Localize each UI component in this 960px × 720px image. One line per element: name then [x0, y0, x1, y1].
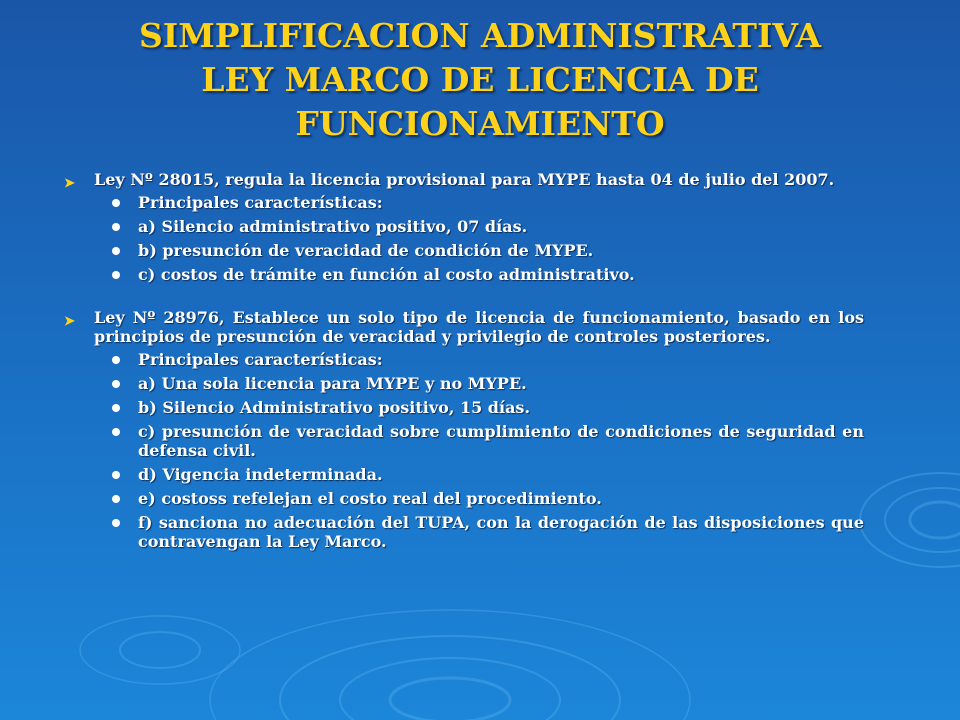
law-28976-point: [64, 308, 864, 346]
dot-bullet-icon: [112, 271, 120, 279]
list-item-text: a) Silencio administrativo positivo, 07 días.: [138, 217, 528, 236]
dot-bullet-icon: [112, 199, 120, 207]
list-item-text: f) sanciona no adecuación del TUPA, con la derogación de las disposiciones que contravengan la Ley Marco.: [138, 513, 864, 551]
dot-bullet-icon: [112, 223, 120, 231]
list-item-text: c) costos de trámite en función al costo administrativo.: [138, 265, 635, 284]
dot-bullet-icon: [112, 471, 120, 479]
dot-bullet-icon: [112, 380, 120, 388]
list-item: [108, 193, 864, 212]
list-item-text: Principales características:: [138, 350, 383, 369]
list-item: [108, 513, 864, 551]
list-item-text: a) Una sola licencia para MYPE y no MYPE.: [138, 374, 527, 393]
arrow-bullet-icon: ➤: [64, 176, 75, 191]
list-item-text: b) Silencio Administrativo positivo, 15 días.: [138, 398, 531, 417]
list-item: [108, 489, 864, 508]
law-28015-point: [64, 170, 864, 189]
list-item-text: Principales características:: [138, 193, 383, 212]
dot-bullet-icon: [112, 356, 120, 364]
list-item: [108, 241, 864, 260]
list-item: [108, 350, 864, 369]
list-item-text: e) costoss refelejan el costo real del procedimiento.: [138, 489, 602, 508]
dot-bullet-icon: [112, 428, 120, 436]
list-item: [108, 465, 864, 484]
dot-bullet-icon: [112, 404, 120, 412]
slide-body: [64, 170, 864, 556]
law-28976-heading: Ley Nº 28976, Establece un solo tipo de licencia de funcionamiento, basado en los principios de presunción de veracidad y privilegio de controles posteriores.: [94, 308, 864, 346]
title-line-2: LEY MARCO DE LICENCIA DE: [201, 60, 759, 99]
title-line-1: SIMPLIFICACION ADMINISTRATIVA: [138, 16, 822, 55]
list-item-text: d) Vigencia indeterminada.: [138, 465, 383, 484]
law-28976-features: [64, 350, 864, 551]
list-item: [108, 265, 864, 284]
title-line-3: FUNCIONAMIENTO: [295, 104, 665, 143]
list-item: [108, 374, 864, 393]
dot-bullet-icon: [112, 519, 120, 527]
dot-bullet-icon: [112, 247, 120, 255]
dot-bullet-icon: [112, 495, 120, 503]
list-item: [108, 422, 864, 460]
list-item-text: b) presunción de veracidad de condición de MYPE.: [138, 241, 594, 260]
list-item: [108, 398, 864, 417]
list-item-text: c) presunción de veracidad sobre cumplimiento de condiciones de seguridad en defensa civil.: [138, 422, 864, 460]
arrow-bullet-icon: ➤: [64, 314, 75, 329]
law-28015-heading: Ley Nº 28015, regula la licencia provisional para MYPE hasta 04 de julio del 2007.: [94, 170, 835, 189]
law-28015-features: [64, 193, 864, 284]
list-item: [108, 217, 864, 236]
slide-title: [40, 14, 920, 146]
